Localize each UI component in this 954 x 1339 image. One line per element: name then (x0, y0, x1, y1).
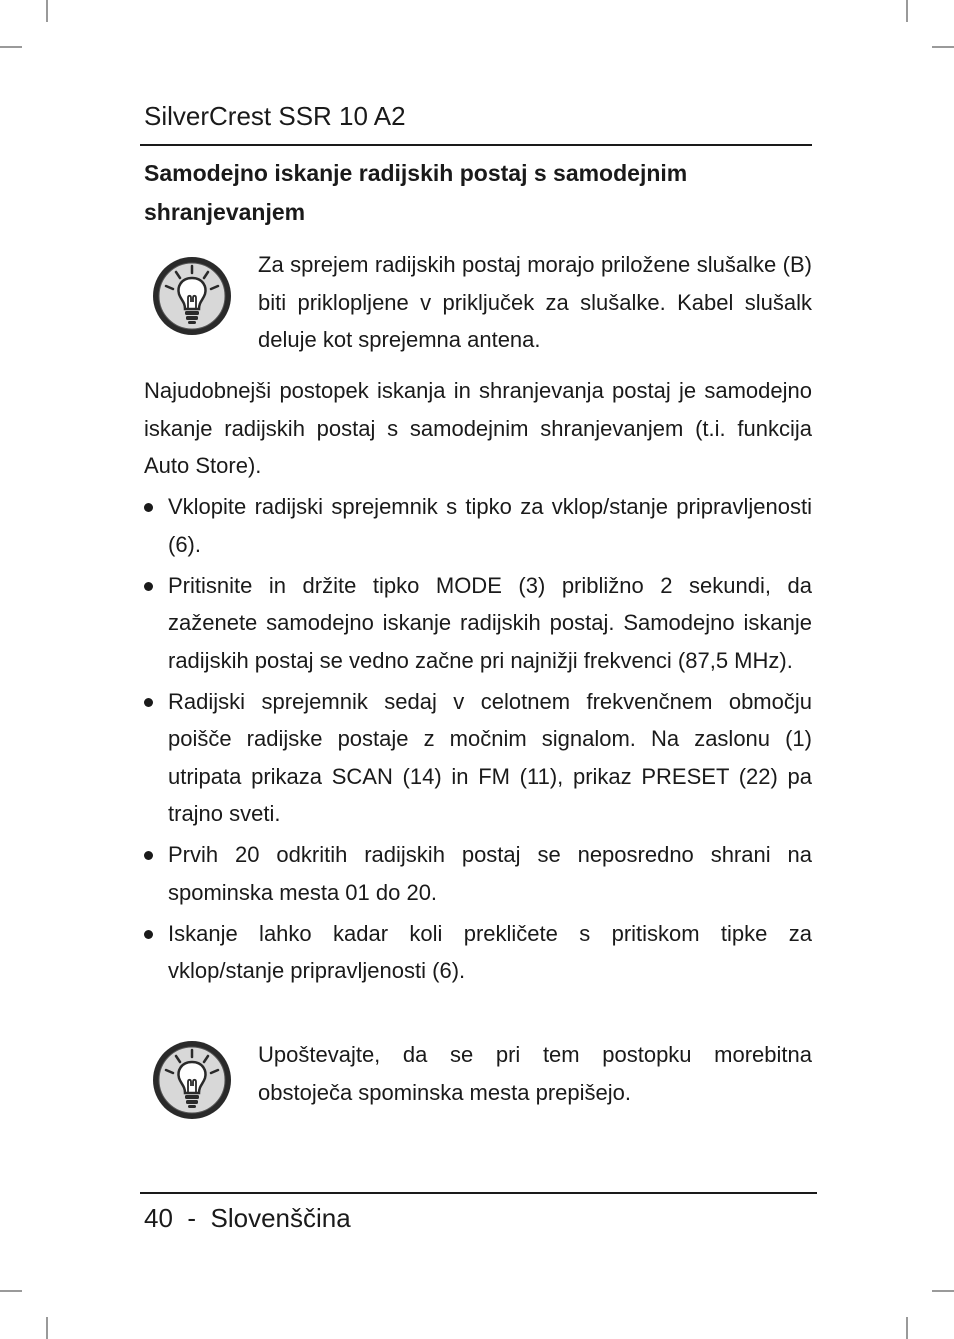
bullet-icon (144, 582, 153, 591)
bullet-icon (144, 698, 153, 707)
crop-mark (906, 1317, 908, 1339)
note-text-line: Upoštevajte, da se pri tem postopku morebitna (258, 1042, 812, 1067)
note-box (150, 250, 812, 360)
list-item: Radijski sprejemnik sedaj v celotnem frekvenčnem območju poišče radijske postaje z močnim signalom. Na zaslonu (1) utripata prikaza SCAN (14) in FM (11), prikaz PRESET (22) pa trajno sveti. (144, 683, 812, 833)
lightbulb-icon (150, 254, 234, 338)
footer-separator: - (187, 1203, 197, 1233)
instruction-list (144, 488, 812, 993)
list-item: Prvih 20 odkritih radijskih postaj se neposredno shrani na spominska mesta 01 do 20. (144, 836, 812, 911)
note-text (258, 1036, 812, 1111)
crop-mark (932, 46, 954, 48)
note-box (150, 1034, 812, 1124)
list-item: Iskanje lahko kadar koli prekličete s pritiskom tipke za vklop/stanje pripravljenosti (6). (144, 915, 812, 990)
crop-mark (46, 0, 48, 22)
crop-mark (932, 1290, 954, 1292)
page-footer (144, 1202, 351, 1234)
crop-mark (0, 1290, 22, 1292)
intro-paragraph: Najudobnejši postopek iskanja in shranjevanja postaj je samodejno iskanje radijskih postaj s samodejnim shranjevanjem (t.i. funkcija Auto Store). (144, 378, 812, 478)
bullet-icon (144, 503, 153, 512)
crop-mark (0, 46, 22, 48)
bullet-icon (144, 851, 153, 860)
list-item: Vklopite radijski sprejemnik s tipko za vklop/stanje pripravljenosti (6). (144, 488, 812, 563)
crop-mark (46, 1317, 48, 1339)
header-divider (140, 144, 812, 146)
list-item: Pritisnite in držite tipko MODE (3) približno 2 sekundi, da zaženete samodejno iskanje radijskih postaj. Samodejno iskanje radijskih postaj se vedno začne pri najnižji frekvenci (87,5 MHz). (144, 567, 812, 680)
note-text-line: obstoječa spominska mesta prepišejo. (258, 1079, 631, 1105)
page-number: 40 (144, 1203, 173, 1233)
section-heading: Samodejno iskanje radijskih postaj s samodejnim shranjevanjem (144, 160, 688, 225)
footer-language: Slovenščina (210, 1203, 351, 1233)
note-text: Za sprejem radijskih postaj morajo priložene slušalke (B) biti priklopljene v priključek za slušalke. Kabel slušalk deluje kot sprejemna antena. (258, 252, 812, 352)
lightbulb-icon (150, 1038, 234, 1122)
footer-divider (140, 1192, 817, 1194)
page-header-title: SilverCrest SSR 10 A2 (144, 101, 406, 131)
crop-mark (906, 0, 908, 22)
bullet-icon (144, 930, 153, 939)
